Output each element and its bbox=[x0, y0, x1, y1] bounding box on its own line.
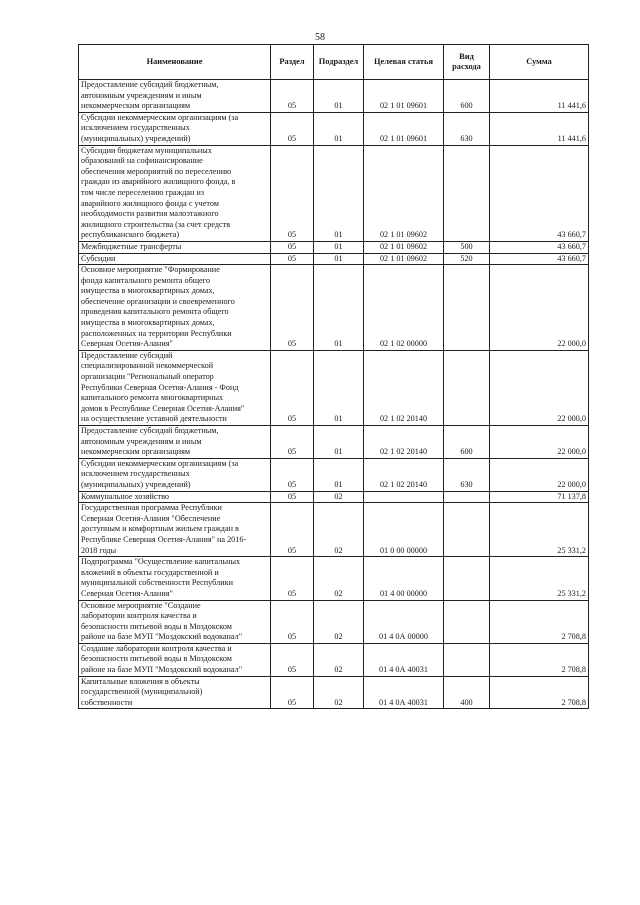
table-row bbox=[79, 676, 589, 709]
column-header-section: Раздел bbox=[271, 45, 314, 80]
cell-target-item: 02 1 01 09602 bbox=[364, 241, 444, 253]
cell-expense-type: 630 bbox=[444, 112, 490, 145]
cell-section: 05 bbox=[271, 350, 314, 425]
cell-expense-type bbox=[444, 557, 490, 600]
cell-target-item: 01 0 00 00000 bbox=[364, 503, 444, 557]
cell-subsection: 01 bbox=[314, 426, 364, 459]
table-row bbox=[79, 503, 589, 557]
cell-name: Межбюджетные трансферты bbox=[79, 241, 271, 253]
cell-name: Коммунальное хозяйство bbox=[79, 491, 271, 503]
table-row bbox=[79, 491, 589, 503]
cell-name: Предоставление субсидий бюджетным, автономным учреждениям и иным некоммерческим организациям bbox=[79, 426, 271, 459]
cell-amount: 22 000,0 bbox=[490, 426, 589, 459]
cell-target-item: 02 1 02 00000 bbox=[364, 265, 444, 351]
cell-subsection: 01 bbox=[314, 458, 364, 491]
cell-target-item: 02 1 02 20140 bbox=[364, 458, 444, 491]
table-row bbox=[79, 145, 589, 241]
cell-subsection: 02 bbox=[314, 600, 364, 643]
cell-subsection: 02 bbox=[314, 643, 364, 676]
table-row bbox=[79, 350, 589, 425]
cell-section: 05 bbox=[271, 491, 314, 503]
cell-name: Основное мероприятие "Формирование фонда капитального ремонта общего имущества в многоквартирных домах, обеспечение организации и своевременного проведения капитального ремонта общего имущества в многоквартирных домах, расположенных на территории Республики Северная Осетия-Алания" bbox=[79, 265, 271, 351]
table-row bbox=[79, 253, 589, 265]
cell-name: Капитальные вложения в объекты государственной (муниципальной) собственности bbox=[79, 676, 271, 709]
cell-section: 05 bbox=[271, 557, 314, 600]
table-row bbox=[79, 458, 589, 491]
column-header-target-item: Целевая статья bbox=[364, 45, 444, 80]
cell-expense-type: 630 bbox=[444, 458, 490, 491]
cell-section: 05 bbox=[271, 80, 314, 113]
cell-subsection: 01 bbox=[314, 80, 364, 113]
cell-amount: 43 660,7 bbox=[490, 241, 589, 253]
cell-section: 05 bbox=[271, 253, 314, 265]
table-row bbox=[79, 600, 589, 643]
cell-name: Основное мероприятие "Создание лаборатории контроля качества и безопасности питьевой воды в Моздокском районе на базе МУП "Моздокский водоканал" bbox=[79, 600, 271, 643]
cell-amount: 2 708,8 bbox=[490, 676, 589, 709]
cell-subsection: 01 bbox=[314, 145, 364, 241]
cell-section: 05 bbox=[271, 643, 314, 676]
cell-name: Субсидии бюджетам муниципальных образований на софинансирование обеспечения мероприятий по переселению граждан из аварийного жилищного фонда, в том числе переселению граждан из аварийного жилищного фонда с учетом необходимости развития малоэтажного жилищного строительства (за счет средств республиканского бюджета) bbox=[79, 145, 271, 241]
cell-subsection: 01 bbox=[314, 241, 364, 253]
cell-name: Создание лаборатории контроля качества и безопасности питьевой воды в Моздокском районе на базе МУП "Моздокский водоканал" bbox=[79, 643, 271, 676]
cell-name: Субсидии некоммерческим организациям (за исключением государственных (муниципальных) учреждений) bbox=[79, 458, 271, 491]
cell-target-item bbox=[364, 491, 444, 503]
cell-amount: 22 000,0 bbox=[490, 458, 589, 491]
cell-target-item: 01 4 0А 40031 bbox=[364, 643, 444, 676]
cell-target-item: 01 4 0А 40031 bbox=[364, 676, 444, 709]
cell-subsection: 01 bbox=[314, 112, 364, 145]
cell-subsection: 02 bbox=[314, 503, 364, 557]
table-row bbox=[79, 241, 589, 253]
cell-target-item: 02 1 01 09602 bbox=[364, 145, 444, 241]
cell-subsection: 01 bbox=[314, 253, 364, 265]
cell-subsection: 01 bbox=[314, 265, 364, 351]
cell-target-item: 01 4 00 00000 bbox=[364, 557, 444, 600]
cell-name: Предоставление субсидий бюджетным, автономным учреждениям и иным некоммерческим организациям bbox=[79, 80, 271, 113]
table-header-row bbox=[79, 45, 589, 80]
cell-section: 05 bbox=[271, 426, 314, 459]
cell-amount: 22 000,0 bbox=[490, 350, 589, 425]
cell-amount: 11 441,6 bbox=[490, 80, 589, 113]
table-row bbox=[79, 557, 589, 600]
cell-target-item: 02 1 01 09601 bbox=[364, 112, 444, 145]
cell-target-item: 02 1 01 09602 bbox=[364, 253, 444, 265]
table-row bbox=[79, 643, 589, 676]
cell-expense-type bbox=[444, 503, 490, 557]
cell-expense-type: 520 bbox=[444, 253, 490, 265]
cell-amount: 25 331,2 bbox=[490, 557, 589, 600]
cell-expense-type bbox=[444, 600, 490, 643]
page-number: 58 bbox=[315, 32, 325, 43]
cell-subsection: 02 bbox=[314, 557, 364, 600]
cell-amount: 2 708,8 bbox=[490, 643, 589, 676]
cell-expense-type bbox=[444, 145, 490, 241]
budget-table bbox=[78, 44, 589, 709]
cell-expense-type: 600 bbox=[444, 426, 490, 459]
cell-expense-type: 400 bbox=[444, 676, 490, 709]
table-row bbox=[79, 112, 589, 145]
cell-amount: 43 660,7 bbox=[490, 253, 589, 265]
cell-name: Государственная программа Республики Северная Осетия-Алания "Обеспечение доступным и комфортным жильем граждан в Республике Северная Осетия-Алания" на 2016- 2018 годы bbox=[79, 503, 271, 557]
cell-expense-type bbox=[444, 491, 490, 503]
column-header-expense-type: Вид расхода bbox=[444, 45, 490, 80]
cell-amount: 25 331,2 bbox=[490, 503, 589, 557]
cell-name: Субсидии некоммерческим организациям (за исключением государственных (муниципальных) учреждений) bbox=[79, 112, 271, 145]
table-row bbox=[79, 426, 589, 459]
cell-target-item: 02 1 02 20140 bbox=[364, 350, 444, 425]
cell-section: 05 bbox=[271, 265, 314, 351]
table-row bbox=[79, 80, 589, 113]
cell-section: 05 bbox=[271, 112, 314, 145]
cell-amount: 2 708,8 bbox=[490, 600, 589, 643]
table-row bbox=[79, 265, 589, 351]
column-header-amount: Сумма bbox=[490, 45, 589, 80]
cell-section: 05 bbox=[271, 458, 314, 491]
cell-subsection: 02 bbox=[314, 491, 364, 503]
cell-section: 05 bbox=[271, 503, 314, 557]
column-header-name: Наименование bbox=[79, 45, 271, 80]
cell-name: Предоставление субсидий специализированной некоммерческой организации "Региональный оператор Республики Северная Осетия-Алания - Фонд капитального ремонта многоквартирных домов в Республике Северная Осетия-Алания" на осуществление уставной деятельности bbox=[79, 350, 271, 425]
cell-expense-type bbox=[444, 643, 490, 676]
cell-name: Субсидии bbox=[79, 253, 271, 265]
cell-amount: 22 000,0 bbox=[490, 265, 589, 351]
cell-amount: 11 441,6 bbox=[490, 112, 589, 145]
cell-subsection: 01 bbox=[314, 350, 364, 425]
cell-section: 05 bbox=[271, 241, 314, 253]
cell-name: Подпрограмма "Осуществление капитальных вложений в объекты государственной и муниципальной собственности Республики Северная Осетия-Алания" bbox=[79, 557, 271, 600]
cell-expense-type: 500 bbox=[444, 241, 490, 253]
cell-amount: 43 660,7 bbox=[490, 145, 589, 241]
cell-section: 05 bbox=[271, 600, 314, 643]
cell-target-item: 02 1 01 09601 bbox=[364, 80, 444, 113]
cell-target-item: 01 4 0А 00000 bbox=[364, 600, 444, 643]
cell-subsection: 02 bbox=[314, 676, 364, 709]
column-header-subsection: Подраздел bbox=[314, 45, 364, 80]
cell-amount: 71 137,8 bbox=[490, 491, 589, 503]
cell-expense-type bbox=[444, 265, 490, 351]
cell-section: 05 bbox=[271, 676, 314, 709]
cell-section: 05 bbox=[271, 145, 314, 241]
cell-target-item: 02 1 02 20140 bbox=[364, 426, 444, 459]
cell-expense-type: 600 bbox=[444, 80, 490, 113]
cell-expense-type bbox=[444, 350, 490, 425]
